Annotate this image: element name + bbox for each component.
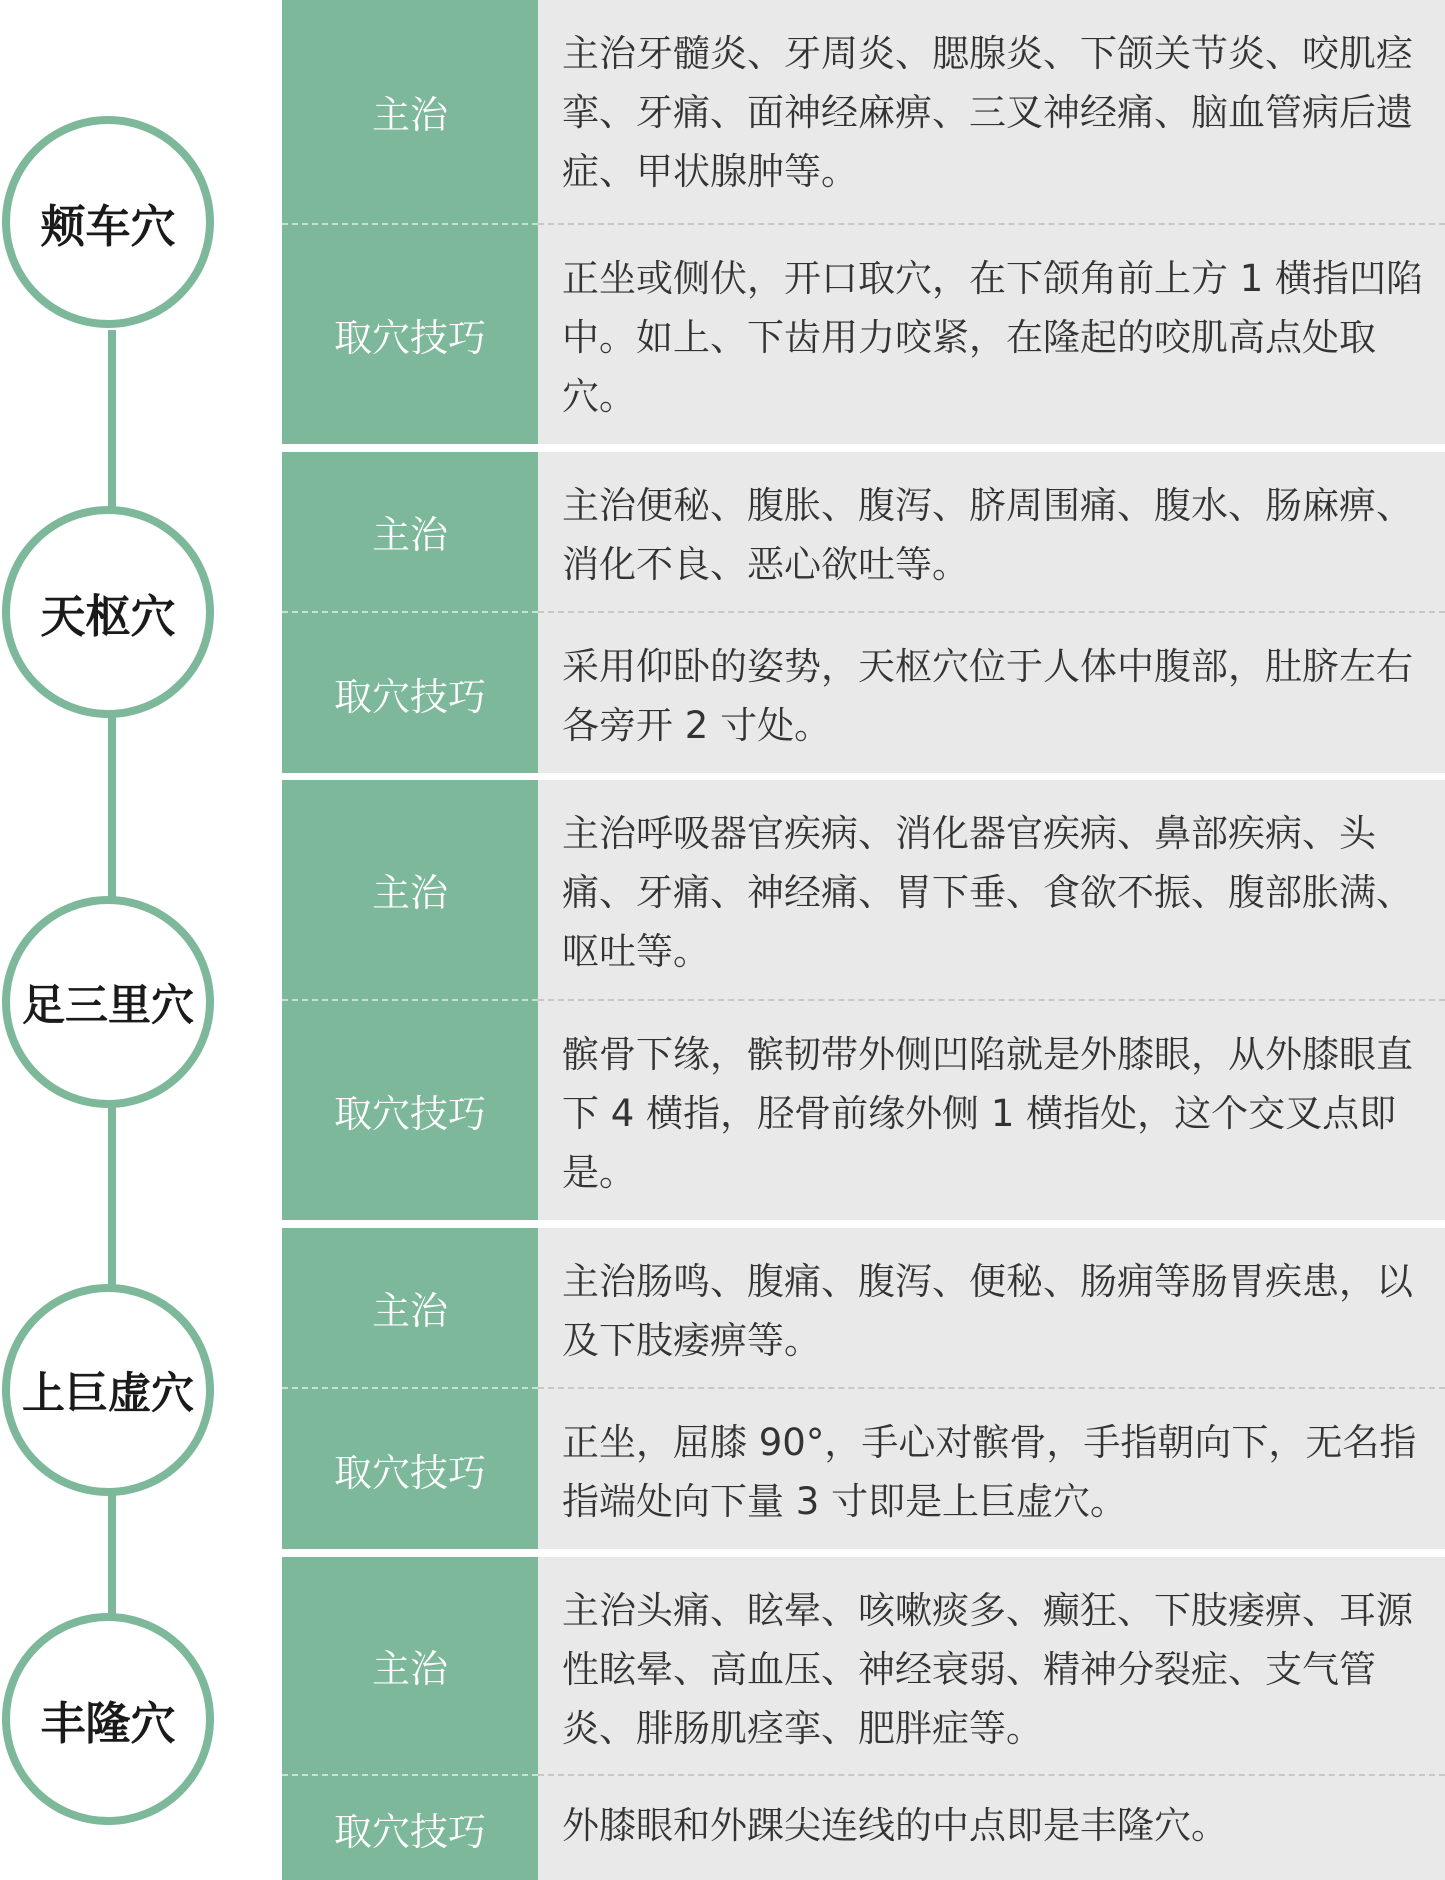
acupoint-section bbox=[282, 0, 1445, 444]
acupoint-name: 颊车穴 bbox=[40, 199, 176, 253]
acupoint-section bbox=[282, 452, 1445, 773]
method-text: 外膝眼和外踝尖连线的中点即是丰隆穴。 bbox=[538, 1776, 1445, 1880]
acupoint-name: 足三里穴 bbox=[22, 980, 194, 1031]
indication-text: 主治肠鸣、腹痛、腹泻、便秘、肠痈等肠胃疾患，以及下肢痿痹等。 bbox=[538, 1228, 1445, 1389]
acupoint-name-circle bbox=[2, 116, 214, 328]
method-row bbox=[282, 1001, 1445, 1220]
acupoint-name-circle bbox=[2, 506, 214, 718]
indication-row bbox=[282, 0, 1445, 225]
indication-label: 主治 bbox=[282, 780, 538, 1001]
method-label: 取穴技巧 bbox=[282, 1776, 538, 1880]
method-row bbox=[282, 225, 1445, 444]
method-text: 髌骨下缘，髌韧带外侧凹陷就是外膝眼，从外膝眼直下 4 横指，胫骨前缘外侧 1 横指处，这个交叉点即是。 bbox=[538, 1001, 1445, 1220]
method-row bbox=[282, 1776, 1445, 1880]
acupoint-name-circle bbox=[2, 896, 214, 1108]
acupoint-name: 上巨虚穴 bbox=[22, 1368, 194, 1419]
indication-label: 主治 bbox=[282, 1557, 538, 1776]
acupoint-section bbox=[282, 1228, 1445, 1549]
method-row bbox=[282, 1389, 1445, 1549]
indication-row bbox=[282, 780, 1445, 1001]
acupoint-name-circle bbox=[2, 1613, 214, 1825]
acupoint-name: 天枢穴 bbox=[40, 589, 176, 643]
method-label: 取穴技巧 bbox=[282, 225, 538, 444]
acupoint-section bbox=[282, 1557, 1445, 1880]
indication-label: 主治 bbox=[282, 1228, 538, 1389]
method-label: 取穴技巧 bbox=[282, 613, 538, 773]
acupoint-section bbox=[282, 780, 1445, 1220]
method-label: 取穴技巧 bbox=[282, 1001, 538, 1220]
indication-row bbox=[282, 1228, 1445, 1389]
acupoint-name: 丰隆穴 bbox=[40, 1696, 176, 1750]
method-text: 正坐，屈膝 90°，手心对髌骨，手指朝向下，无名指指端处向下量 3 寸即是上巨虚穴。 bbox=[538, 1389, 1445, 1549]
indication-row bbox=[282, 452, 1445, 613]
indication-row bbox=[282, 1557, 1445, 1776]
indication-text: 主治呼吸器官疾病、消化器官疾病、鼻部疾病、头痛、牙痛、神经痛、胃下垂、食欲不振、腹部胀满、呕吐等。 bbox=[538, 780, 1445, 1001]
acupoint-name-circle bbox=[2, 1284, 214, 1496]
method-label: 取穴技巧 bbox=[282, 1389, 538, 1549]
indication-text: 主治牙髓炎、牙周炎、腮腺炎、下颌关节炎、咬肌痉挛、牙痛、面神经麻痹、三叉神经痛、脑血管病后遗症、甲状腺肿等。 bbox=[538, 0, 1445, 225]
indication-label: 主治 bbox=[282, 452, 538, 613]
method-text: 正坐或侧伏，开口取穴，在下颌角前上方 1 横指凹陷中。如上、下齿用力咬紧，在隆起的咬肌高点处取穴。 bbox=[538, 225, 1445, 444]
method-row bbox=[282, 613, 1445, 773]
indication-text: 主治头痛、眩晕、咳嗽痰多、癫狂、下肢痿痹、耳源性眩晕、高血压、神经衰弱、精神分裂症、支气管炎、腓肠肌痉挛、肥胖症等。 bbox=[538, 1557, 1445, 1776]
method-text: 采用仰卧的姿势，天枢穴位于人体中腹部，肚脐左右各旁开 2 寸处。 bbox=[538, 613, 1445, 773]
indication-label: 主治 bbox=[282, 0, 538, 225]
indication-text: 主治便秘、腹胀、腹泻、脐周围痛、腹水、肠麻痹、消化不良、恶心欲吐等。 bbox=[538, 452, 1445, 613]
